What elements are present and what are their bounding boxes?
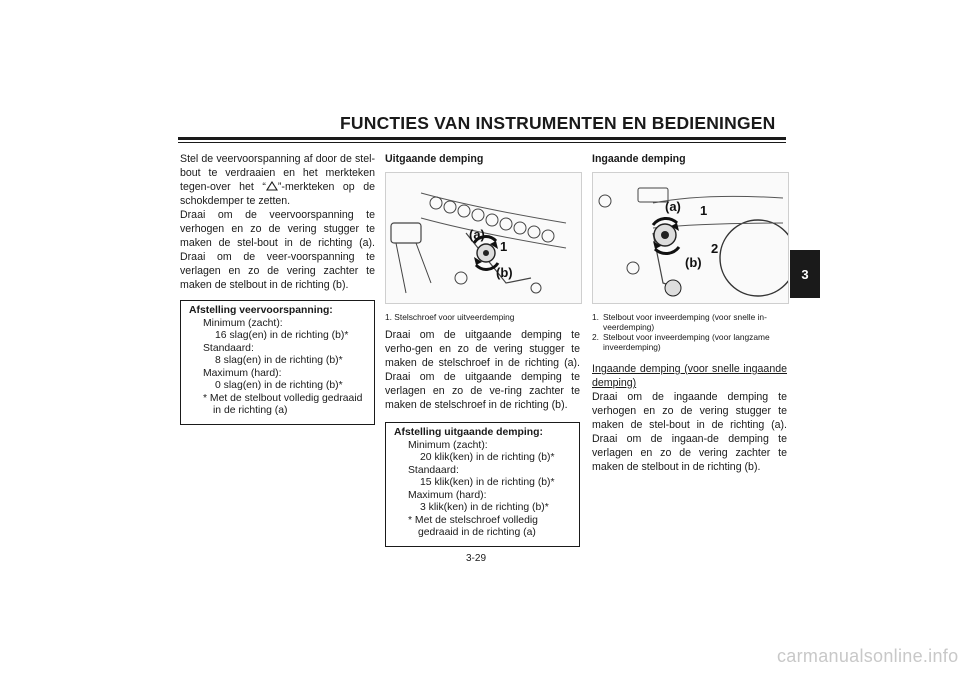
paragraph: Draai om de veervoorspanning te verhogen en zo de vering stugger te maken de stel-bout in de richting (a). Draai om de veer-voorspanning te verlagen en zo de vering zachter te maken de stelbout in de richting (b).	[180, 209, 375, 291]
label-a: (a)	[469, 227, 485, 242]
spec-title: Afstelling veervoorspanning:	[189, 305, 333, 316]
label-1: 1	[700, 203, 708, 218]
spec-box	[180, 300, 375, 425]
triangle-mark-icon	[266, 181, 278, 191]
paragraph-text: ”-merkteken op de schokdemper te zetten.	[180, 181, 375, 207]
spec-note: * Met de stelschroef volledig gedraaid in de richting (a)	[408, 514, 538, 538]
column-3	[592, 152, 787, 474]
caption-number: 2.	[592, 332, 599, 342]
paragraph: Draai om de uitgaande demping te verho-gen en zo de vering stugger te maken de stelschroef in de richting (a). Draai om de uitgaande demping te verlagen en zo de ve-ring zachter te maken de stelschroef in de richting (b).	[385, 329, 580, 411]
spec-value: 8 slag(en) in de richting (b)*	[215, 355, 343, 366]
shock-absorber-compression-illustration	[593, 173, 788, 303]
chapter-tab[interactable]: 3	[790, 250, 820, 298]
watermark: carmanualsonline.info	[777, 646, 959, 666]
spec-value: 3 klik(ken) in de richting (b)*	[420, 502, 549, 513]
caption-text: Stelbout voor inveerdemping (voor snelle in-veerdemping)	[603, 312, 767, 332]
label-a: (a)	[665, 199, 681, 214]
spec-note: * Met de stelbout volledig gedraaid in de richting (a)	[203, 392, 363, 416]
caption-item	[592, 312, 787, 332]
caption-number: 1.	[592, 312, 599, 322]
figure-caption: 1. Stelschroef voor uitveerdemping	[385, 312, 515, 322]
page-number: 3-29	[466, 553, 487, 564]
paragraph-text: Stel de veervoorspanning af door de stel-bout te verdraaien en het merkteken tegen-over het “	[180, 153, 375, 193]
spec-label: Maximum (hard):	[408, 489, 487, 501]
shock-absorber-rebound-illustration	[386, 173, 581, 303]
spec-value: 0 slag(en) in de richting (b)*	[215, 380, 343, 391]
figure-caption	[592, 312, 787, 352]
spec-label: Minimum (zacht):	[203, 317, 283, 329]
label-2: 2	[711, 241, 719, 256]
paragraph	[180, 152, 375, 208]
section-heading: Ingaande demping	[592, 153, 686, 165]
header-rule-thin	[178, 142, 786, 143]
caption-item	[592, 332, 787, 352]
label-b: (b)	[496, 265, 513, 280]
section-heading: Uitgaande demping	[385, 153, 484, 165]
spec-label: Minimum (zacht):	[408, 439, 488, 451]
spec-value: 16 slag(en) in de richting (b)*	[215, 330, 349, 341]
page-title: FUNCTIES VAN INSTRUMENTEN EN BEDIENINGEN	[340, 113, 776, 133]
column-1	[180, 152, 375, 425]
spec-value: 20 klik(ken) in de richting (b)*	[420, 452, 555, 463]
spec-label: Standaard:	[408, 464, 459, 476]
label-b: (b)	[685, 255, 702, 270]
label-1: 1	[500, 239, 508, 254]
column-2	[385, 152, 580, 547]
spec-label: Maximum (hard):	[203, 367, 282, 379]
subsection-heading: Ingaande demping (voor snelle ingaande demping)	[592, 363, 787, 389]
rebound-damping-figure	[385, 172, 582, 304]
spec-value: 15 klik(ken) in de richting (b)*	[420, 477, 555, 488]
spec-box	[385, 422, 580, 547]
caption-text: Stelbout voor inveerdemping (voor langzame inveerdemping)	[603, 332, 770, 352]
spec-label: Standaard:	[203, 342, 254, 354]
spec-title: Afstelling uitgaande demping:	[394, 427, 543, 438]
header-rule	[178, 137, 786, 140]
compression-damping-figure	[592, 172, 789, 304]
paragraph: Draai om de ingaande demping te verhogen en zo de vering stugger te maken de stel-bout in de richting (a). Draai om de ingaan-de demping te verlagen en zo de vering zachter te maken de stelbout in de richting (b).	[592, 391, 787, 473]
